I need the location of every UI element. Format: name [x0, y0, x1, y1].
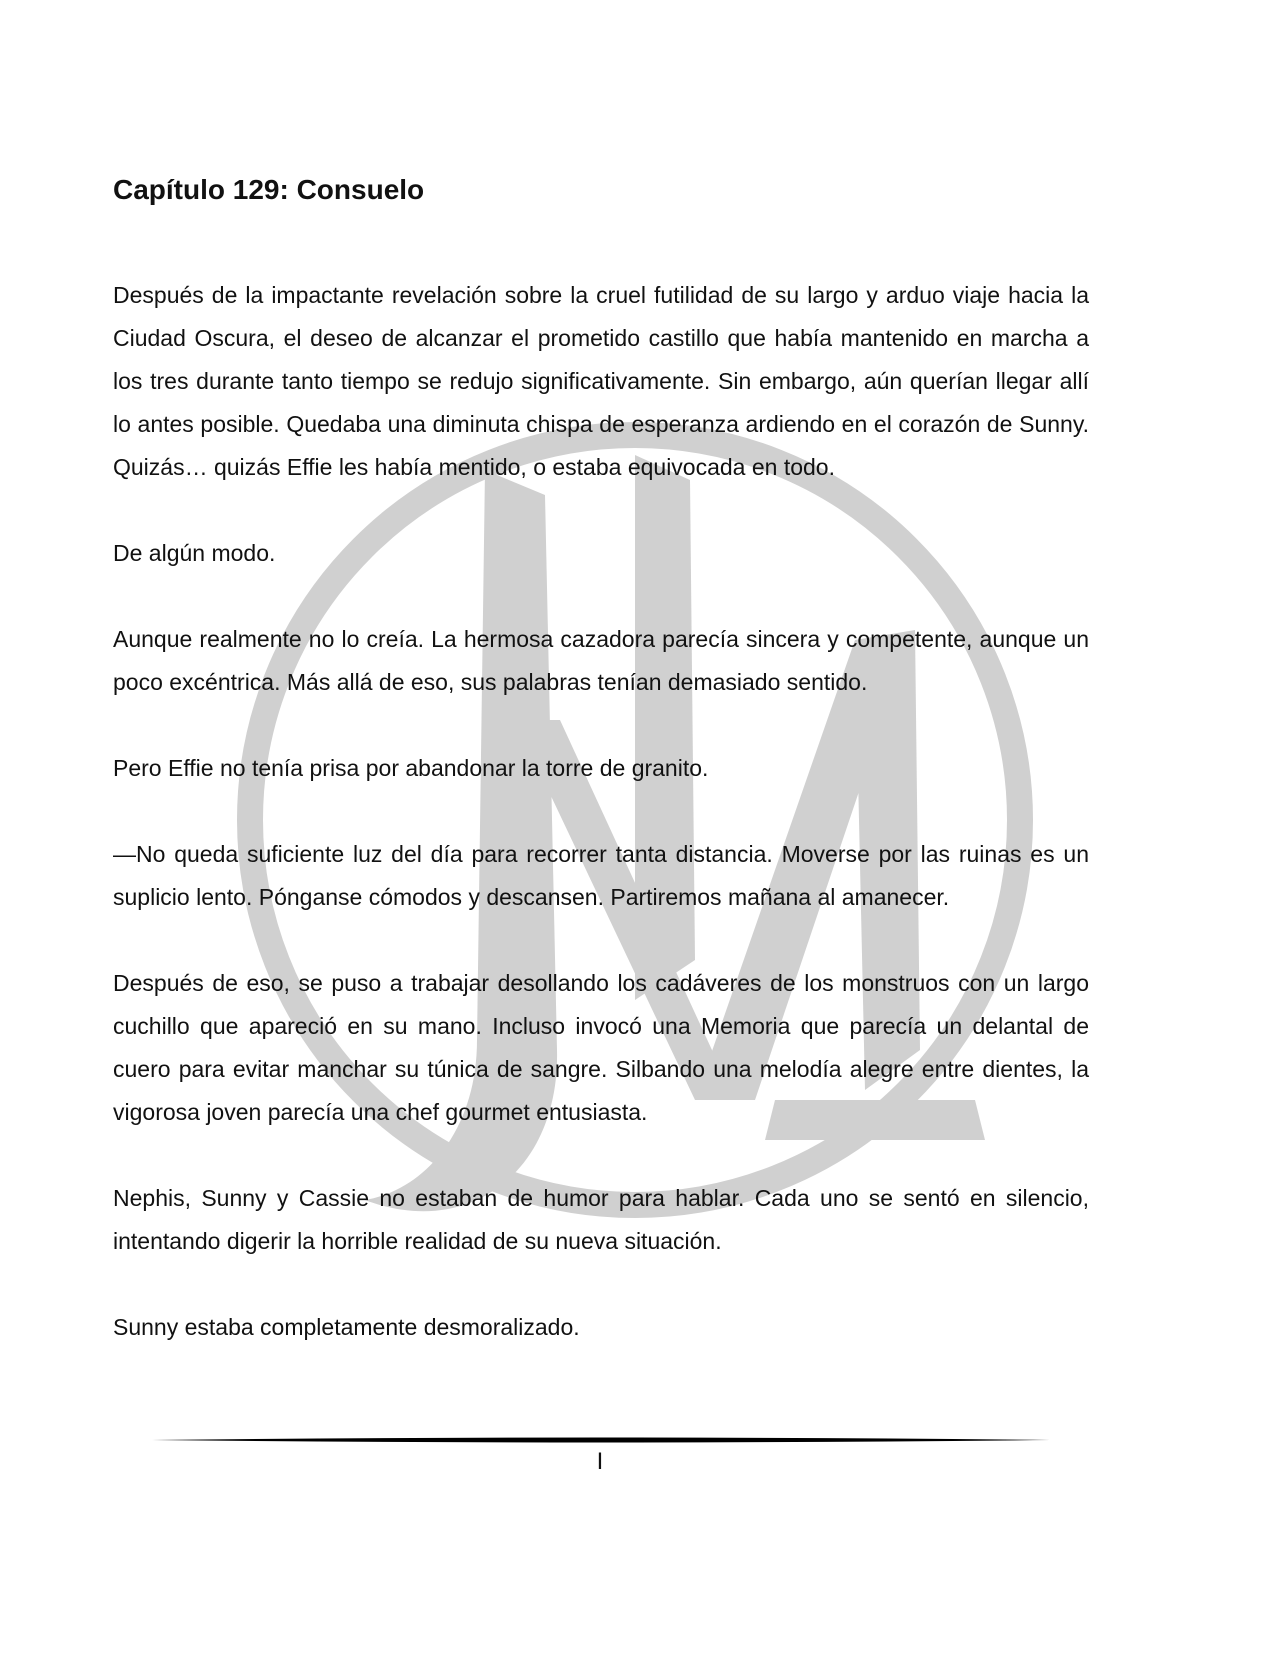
paragraph: Después de eso, se puso a trabajar desollando los cadáveres de los monstruos con un largo cuchillo que apareció en su mano. Incluso invocó una Memoria que parecía un delantal de cuero para evitar manchar su túnica de sangre. Silbando una melodía alegre entre dientes, la vigorosa joven parecía una chef gourmet entusiasta. — [113, 970, 1089, 1125]
paragraph: —No queda suficiente luz del día para recorrer tanta distancia. Moverse por las ruinas es un suplicio lento. Pónganse cómodos y descansen. Partiremos mañana al amanecer. — [113, 841, 1089, 910]
paragraph: Sunny estaba completamente desmoralizado. — [113, 1314, 580, 1340]
paragraph: Pero Effie no tenía prisa por abandonar la torre de granito. — [113, 755, 709, 781]
chapter-body — [113, 274, 1089, 1392]
paragraph: De algún modo. — [113, 540, 276, 566]
paragraph: Después de la impactante revelación sobre la cruel futilidad de su largo y arduo viaje hacia la Ciudad Oscura, el deseo de alcanzar el prometido castillo que había mantenido en marcha a los tres durante tanto tiempo se redujo significativamente. Sin embargo, aún querían llegar allí lo antes posible. Quedaba una diminuta chispa de esperanza ardiendo en el corazón de Sunny. Quizás… quizás Effie les había mentido, o estaba equivocada en todo. — [113, 282, 1089, 480]
footer-divider — [152, 1435, 1050, 1445]
page-number: I — [596, 1448, 604, 1475]
paragraph: Aunque realmente no lo creía. La hermosa cazadora parecía sincera y competente, aunque un poco excéntrica. Más allá de eso, sus palabras tenían demasiado sentido. — [113, 626, 1089, 695]
chapter-title: Capítulo 129: Consuelo — [113, 174, 425, 205]
paragraph: Nephis, Sunny y Cassie no estaban de humor para hablar. Cada uno se sentó en silencio, intentando digerir la horrible realidad de su nueva situación. — [113, 1185, 1089, 1254]
